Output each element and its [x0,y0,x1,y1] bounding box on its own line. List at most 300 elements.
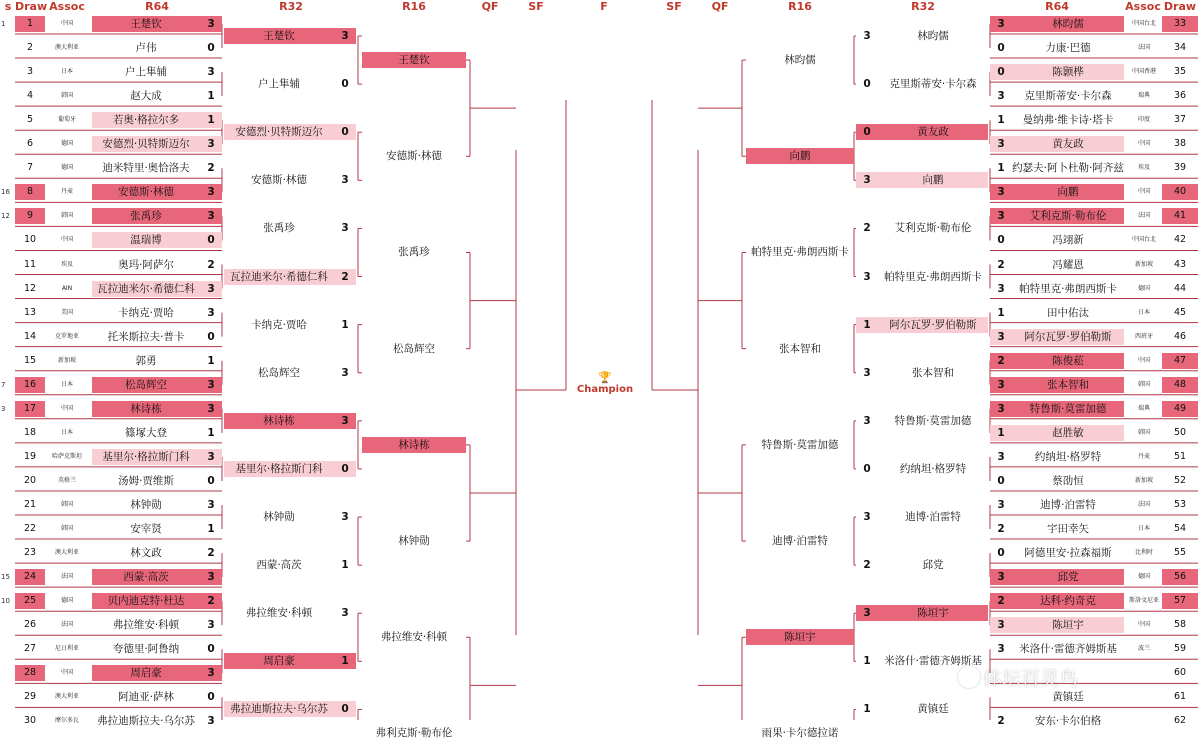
draw-number: 1 [15,16,45,32]
r32-player-name: 卡纳克·贾哈 [251,318,307,331]
player-score: 3 [990,329,1012,345]
player-name: 冯耀恩 [1052,258,1084,271]
draw-number: 39 [1173,162,1187,174]
association: 法国 [60,573,73,581]
association: 韩国 [60,92,73,100]
player-name: 达科·约奇克 [1012,593,1124,609]
draw-number: 59 [1173,643,1187,655]
player-name: 艾利克斯·勒布伦 [1012,208,1124,224]
watermark [958,664,1078,691]
player-name: 奥玛·阿萨尔 [118,258,174,271]
r32-player-score: 3 [341,511,349,524]
player-name: 安德斯·林德 [92,184,200,200]
player-name: 安宰贤 [130,523,162,536]
r32-player-score: 3 [856,172,878,188]
player-name: 约纳坦·格罗特 [1034,450,1102,463]
association: AIN [61,284,73,292]
player-score: 3 [207,619,215,632]
association: 新加坡 [1134,260,1153,268]
association: 中国 [60,20,73,27]
player-name: 迪米特里·奥恰洛夫 [102,162,190,175]
r32-player-score: 3 [341,607,349,620]
r16-player-name: 陈垣宇 [746,629,854,645]
draw-number: 8 [15,184,45,200]
player-score: 3 [207,715,215,728]
association: 韩国 [1137,380,1150,388]
draw-number: 61 [1173,691,1187,703]
player-name: 林钟勋 [130,499,162,511]
r32-player-score: 2 [863,559,871,572]
header-left-1: Draw [15,0,48,13]
draw-number: 47 [1162,353,1198,369]
header-left-7: SF [528,0,544,13]
player-score: 3 [990,208,1012,224]
draw-number: 10 [23,234,37,246]
player-name: 赵胜敏 [1012,425,1124,441]
draw-number: 21 [23,499,37,510]
association: 德国 [1137,284,1150,292]
seed-label [1,545,15,561]
seed-label: 15 [1,573,10,582]
r16-player-name: 帕特里克·弗朗西斯卡 [751,246,849,259]
r32-player-score: 3 [341,222,349,235]
draw-number: 37 [1173,114,1187,126]
association: 中国 [60,236,73,244]
player-name: 户上隼辅 [125,66,167,79]
r16-player-name: 王楚钦 [362,52,466,68]
player-name: 若奥·格拉尔多 [92,112,200,128]
seed-label [1,521,15,537]
r32-player-name: 陈垣宇 [878,605,988,621]
draw-number: 20 [23,474,37,486]
r32-player-name: 米洛什·雷德齐姆斯基 [884,655,982,668]
seed-label [1,257,15,273]
player-score: 1 [997,114,1005,127]
draw-number: 52 [1173,474,1187,486]
header-right-2: R16 [788,0,812,13]
r32-player-name: 西蒙·高茨 [256,559,302,572]
r32-player-name: 迪博·泊雷特 [905,511,961,524]
player-score: 3 [200,449,222,465]
association: 韩国 [60,212,73,220]
draw-number: 22 [23,523,37,535]
header-right-3: R32 [911,0,935,13]
association [1126,689,1162,705]
player-score: 1 [997,162,1005,175]
watermark-logo-icon [958,666,980,688]
r32-player-name: 艾利克斯·勒布伦 [894,222,972,235]
r32-player-score: 1 [856,317,878,333]
player-score: 3 [207,499,215,511]
r32-player-score: 3 [856,605,878,621]
seed-label [1,713,15,729]
r32-player-name: 张本智和 [912,366,954,379]
association: 印度 [1137,116,1150,124]
player-score: 3 [997,499,1005,511]
r32-player-score: 3 [334,28,356,44]
association: 中国 [1137,188,1150,196]
player-score: 3 [990,401,1012,417]
player-name: 陈俊菘 [1012,353,1124,369]
player-score: 1 [207,523,215,536]
player-score: 3 [207,306,215,319]
draw-number: 34 [1173,42,1187,54]
player-name: 约瑟夫·阿卜杜勒·阿齐兹 [1012,162,1124,175]
player-score: 3 [997,282,1005,295]
player-name: 卡纳克·贾哈 [118,306,174,319]
player-score: 3 [200,208,222,224]
player-name: 王楚钦 [92,16,200,32]
r32-player-name: 邱党 [922,559,944,572]
association: 埃及 [60,260,73,268]
player-score: 0 [207,330,215,343]
player-name: 阿迪亚·萨林 [118,691,174,704]
association: 波兰 [1137,645,1150,653]
r32-player-score: 2 [334,269,356,285]
seed-label: 16 [1,188,10,197]
seed-label [1,160,15,176]
player-name: 郭勇 [135,354,157,367]
association: 德国 [60,164,73,172]
player-name: 力康·巴德 [1045,42,1091,55]
player-score: 0 [207,42,215,55]
association: 法国 [1137,212,1150,220]
seed-label: 3 [1,404,6,413]
association: 比利时 [1134,549,1153,557]
association: 哈萨克斯坦 [51,452,82,460]
association: 澳大利亚 [54,549,79,557]
r16-player-name: 迪博·泊雷特 [772,535,828,548]
r32-player-score: 0 [863,78,871,91]
player-name: 黄友政 [1012,136,1124,152]
draw-number: 24 [15,569,45,585]
player-name: 帕特里克·弗朗西斯卡 [1019,282,1117,295]
draw-number: 12 [23,282,37,294]
watermark-text: 体坛百灵鸟 [983,668,1079,690]
draw-number: 45 [1173,306,1187,318]
player-score: 3 [990,136,1012,152]
r32-player-score: 3 [863,511,871,524]
seed-label [1,88,15,104]
header-right-5: Assoc [1125,0,1161,13]
r32-player-score: 3 [863,366,871,379]
association: 新加坡 [1134,476,1153,484]
player-name: 张本智和 [1012,377,1124,393]
r16-player-name: 向鹏 [746,148,854,164]
r32-player-name: 张禹珍 [263,222,295,235]
player-score: 1 [207,354,215,367]
seed-label [1,425,15,441]
seed-label [1,473,15,489]
association [1126,665,1162,681]
association: 克罗地亚 [54,332,79,340]
player-score: 0 [207,474,215,487]
header-left-3: R64 [145,0,169,13]
draw-number: 18 [23,426,37,438]
association: 尼日利亚 [54,645,79,653]
header-left-5: R16 [402,0,426,13]
association: 中国 [1137,356,1150,364]
r16-player-name: 弗利克斯·勒布伦 [375,727,453,740]
r32-player-score: 3 [341,174,349,187]
r32-player-score: 1 [341,318,349,331]
seed-label [1,64,15,80]
association: 中国 [1137,621,1150,629]
association: 日本 [60,428,73,436]
draw-number: 15 [23,354,37,366]
seed-label [1,689,15,705]
player-score: 1 [997,306,1005,319]
association: 日本 [1137,308,1150,316]
player-score [990,689,1012,705]
draw-number: 14 [23,330,37,342]
draw-number: 25 [15,593,45,609]
association: 法国 [1137,44,1150,52]
player-name: 邱党 [1012,569,1124,585]
r32-player-name: 约纳坦·格罗特 [899,462,967,475]
r32-player-name: 户上隼辅 [258,78,300,91]
player-name: 安德烈·贝特斯迈尔 [92,136,200,152]
player-name: 阿德里安·拉森福斯 [1024,547,1112,560]
player-score: 3 [200,16,222,32]
player-name: 林文政 [130,547,162,560]
association: 中国 [60,669,73,677]
player-score: 1 [207,90,215,103]
draw-number: 48 [1162,377,1198,393]
r32-player-name: 黄友政 [878,124,988,140]
association: 摩尔多瓦 [54,717,79,725]
r32-player-name: 基里尔·格拉斯门科 [224,461,334,477]
association: 西班牙 [1134,332,1153,340]
r32-player-name: 林昀儒 [917,30,949,43]
r32-player-score: 0 [334,461,356,477]
header-left-2: Assoc [49,0,85,13]
player-score: 2 [207,258,215,271]
seed-label: 1 [1,20,6,28]
draw-number: 50 [1173,426,1187,438]
draw-number: 27 [23,643,37,655]
player-score: 3 [200,665,222,681]
player-name: 安东·卡尔伯格 [1034,715,1102,728]
r32-player-score: 3 [341,366,349,379]
seed-label [1,353,15,369]
player-score: 2 [990,593,1012,609]
r16-player-name: 雨果·卡尔德拉诺 [761,727,839,740]
draw-number: 4 [26,90,34,102]
r16-player-name: 特鲁斯·莫雷加德 [761,438,839,451]
seed-label: 7 [1,380,6,389]
association: 法国 [60,621,73,629]
r16-player-name: 张禹珍 [398,246,430,259]
player-score: 3 [990,377,1012,393]
player-score: 3 [997,90,1005,103]
player-name: 贝内迪克特·杜达 [92,593,200,609]
player-name: 卢伟 [135,42,157,55]
player-score: 3 [200,377,222,393]
draw-number: 53 [1173,499,1187,510]
draw-number: 57 [1162,593,1198,609]
r32-player-score: 1 [334,653,356,669]
draw-number: 36 [1173,90,1187,102]
player-score: 2 [997,715,1005,728]
draw-number: 28 [15,665,45,681]
player-score: 1 [207,426,215,439]
r32-player-score: 0 [856,124,878,140]
association: 德国 [60,597,73,605]
r16-player-name: 松岛辉空 [393,342,435,355]
r32-player-score: 0 [341,78,349,91]
association: 法国 [1137,501,1150,508]
r32-player-name: 克里斯蒂安·卡尔森 [889,78,977,91]
player-name: 米洛什·雷德齐姆斯基 [1019,643,1117,656]
player-score: 3 [200,184,222,200]
r32-player-score: 2 [863,222,871,235]
header-left-0: s [4,0,12,13]
draw-number: 2 [26,42,34,54]
r32-player-score: 0 [334,701,356,717]
association: 丹麦 [60,188,73,196]
player-score: 0 [997,474,1005,487]
association: 美国 [60,308,73,316]
association: 澳大利亚 [54,44,79,52]
player-score: 0 [997,547,1005,560]
seed-label: 12 [1,212,10,221]
player-score: 3 [997,643,1005,656]
association: 日本 [60,380,73,388]
player-name: 克里斯蒂安·卡尔森 [1024,90,1112,103]
player-score: 0 [207,691,215,704]
association: 德国 [60,140,73,148]
association: 中国台北 [1131,236,1156,244]
association: 瑞典 [1137,92,1150,100]
draw-number: 35 [1173,66,1187,78]
draw-number: 30 [23,715,37,727]
r32-player-score: 0 [863,462,871,475]
r32-player-name: 王楚钦 [224,28,334,44]
player-name: 特鲁斯·莫雷加德 [1012,401,1124,417]
draw-number: 29 [23,691,37,703]
r32-player-name: 林诗栋 [224,413,334,429]
player-score: 0 [207,643,215,656]
champion-slot [566,372,644,396]
player-name: 弗拉维安·科顿 [112,619,180,632]
association: 中国台北 [1131,20,1156,27]
draw-number: 58 [1173,619,1187,631]
player-score: 1 [990,425,1012,441]
association: 瑞典 [1137,404,1150,412]
r32-player-name: 黄镇廷 [917,703,949,716]
player-score: 3 [990,16,1012,32]
association: 中国香港 [1131,68,1156,76]
player-name: 迪博·泊雷特 [1040,499,1096,511]
association [1126,713,1162,729]
r16-player-name: 弗拉维安·科顿 [380,631,448,644]
player-name: 林昀儒 [1012,16,1124,32]
association: 新加坡 [57,356,76,364]
player-name: 宇田幸矢 [1047,523,1089,536]
player-score: 3 [200,281,222,297]
draw-number: 42 [1173,234,1187,246]
player-name: 张禹珍 [92,208,200,224]
player-name: 向鹏 [1012,184,1124,200]
player-score: 3 [200,569,222,585]
header-right-1: QF [711,0,729,13]
player-name: 赵大成 [130,90,162,103]
draw-number: 11 [23,258,37,270]
draw-number: 46 [1173,330,1187,342]
player-score: 1 [200,112,222,128]
player-name: 蔡劭恒 [1052,474,1084,487]
player-name: 篠塚大登 [125,426,167,439]
header-left-4: R32 [279,0,303,13]
association: 葡萄牙 [57,116,76,124]
association: 中国 [60,404,73,412]
r32-player-name: 向鹏 [878,172,988,188]
seed-label [1,329,15,345]
r32-player-name: 安德斯·林德 [251,174,307,187]
draw-number: 23 [23,547,37,559]
player-name: 夸德里·阿鲁纳 [112,643,180,656]
player-score: 0 [990,64,1012,80]
seed-label: 10 [1,597,10,606]
player-name: 冯翊新 [1052,234,1084,247]
player-name: 林诗栋 [92,401,200,417]
r32-player-score: 3 [863,414,871,427]
seed-label [1,136,15,152]
r32-player-name: 阿尔瓦罗·罗伯勒斯 [878,317,988,333]
seed-label [1,641,15,657]
r32-player-score: 3 [334,413,356,429]
player-score: 3 [990,569,1012,585]
seed-label [1,305,15,321]
player-score: 3 [997,450,1005,463]
draw-number: 44 [1173,282,1187,294]
r32-player-name: 弗拉维安·科顿 [245,607,313,620]
player-score: 3 [200,401,222,417]
draw-number: 54 [1173,523,1187,535]
seed-label [1,281,15,297]
player-score: 2 [207,547,215,560]
draw-number: 51 [1173,450,1187,462]
r32-player-score: 1 [341,559,349,572]
draw-number: 16 [15,377,45,393]
r16-player-name: 林钟勋 [398,535,430,548]
r32-player-score: 3 [863,30,871,43]
player-name: 温瑞博 [92,232,200,248]
champion-label: Champion [576,384,634,395]
draw-number: 3 [26,66,34,78]
r16-player-name: 林诗栋 [362,437,466,453]
player-score: 2 [997,523,1005,536]
player-name: 曼纳弗·维卡诗·塔卡 [1022,114,1114,127]
draw-number: 6 [26,138,34,150]
r32-player-score: 3 [863,270,871,283]
player-name: 汤姆·贾维斯 [118,474,174,487]
r32-player-name: 安德烈·贝特斯迈尔 [224,124,334,140]
draw-number: 43 [1173,258,1187,270]
player-score: 2 [207,162,215,175]
draw-number: 33 [1162,16,1198,32]
player-score: 2 [200,593,222,609]
seed-label [1,40,15,56]
player-name: 周启豪 [92,665,200,681]
association: 日本 [1137,525,1150,533]
header-right-6: Draw [1163,0,1197,13]
player-name: 陈垣宇 [1012,617,1124,633]
association: 英格兰 [57,476,76,484]
header-right-4: R64 [1045,0,1069,13]
seed-label [1,617,15,633]
